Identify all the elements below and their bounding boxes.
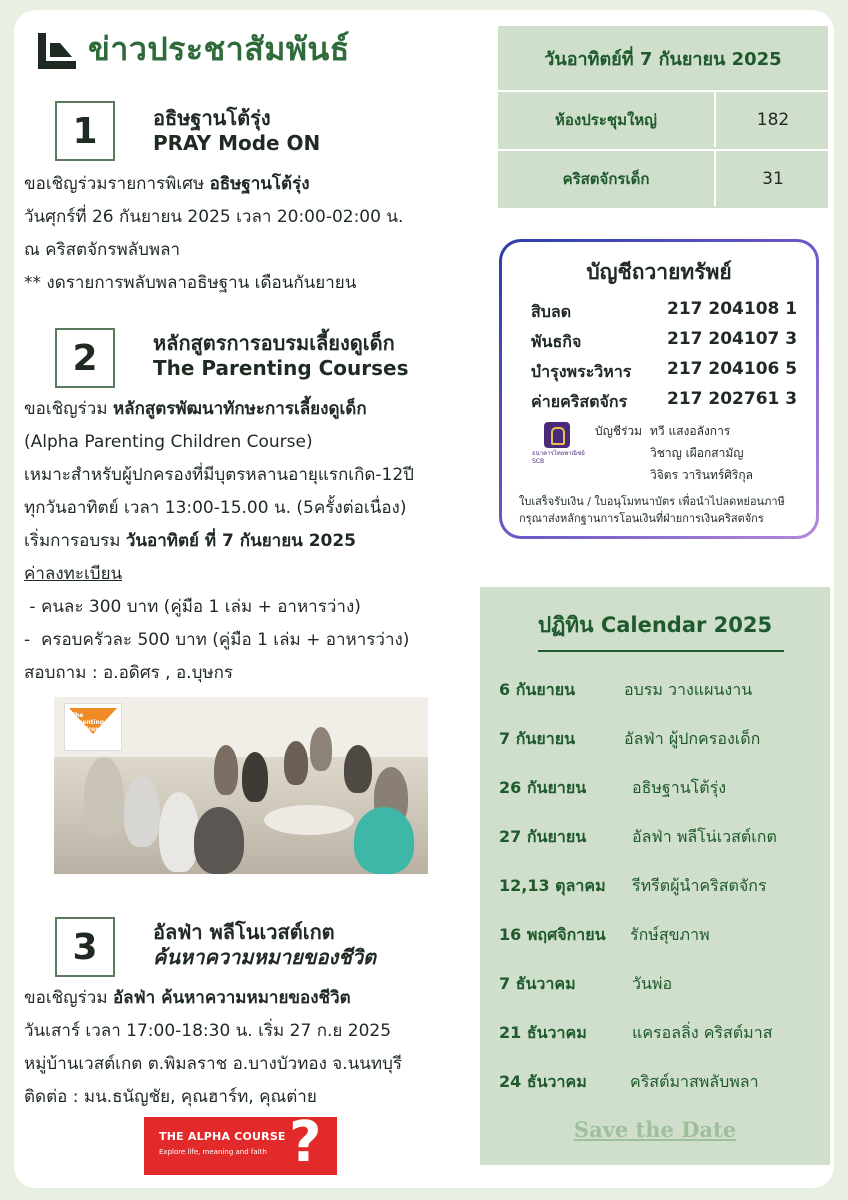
- event-title: รีทรีตผู้นำคริสตจักร: [632, 876, 767, 895]
- section-2-line: - คนละ 300 บาท (คู่มือ 1 เล่ม + อาหารว่าง): [24, 597, 361, 617]
- calendar-event: [480, 1021, 830, 1051]
- event-title: รักษ์สุขภาพ: [630, 925, 710, 944]
- account-number: 217 204108 1: [667, 299, 798, 319]
- event-date: 21 ธันวาคม: [499, 1023, 587, 1042]
- offering-card: [499, 239, 819, 539]
- attendance-value: 31: [762, 168, 784, 189]
- account-name: พันธกิจ: [531, 332, 582, 351]
- event-title: วันพ่อ: [632, 974, 673, 993]
- registration-fee-heading: ค่าลงทะเบียน: [24, 564, 123, 584]
- event-date: 12,13 ตุลาคม: [499, 876, 606, 895]
- offering-title: บัญชีถวายทรัพย์: [586, 260, 732, 284]
- section-2-body: [24, 393, 414, 690]
- event-title: แครอลลิ่ง คริสต์มาส: [632, 1023, 773, 1042]
- parenting-course-photo: [54, 697, 428, 874]
- account-signer: ทวี แสงอลังการ: [650, 424, 731, 438]
- section-1-line: ** งดรายการพลับพลาอธิษฐาน เดือนกันยายน: [24, 273, 357, 293]
- section-3-line: ติดต่อ : มน.ธนัญชัย, คุณฮาร์ท, คุณต่าย: [24, 1087, 317, 1107]
- section-3-line: วันเสาร์ เวลา 17:00-18:30 น. เริ่ม 27 ก.ย 2025: [24, 1021, 392, 1041]
- attendance-label: คริสตจักรเด็ก: [498, 151, 716, 206]
- section-2-line: ทุกวันอาทิตย์ เวลา 13:00-15.00 น. (5ครั้งต่อเนื่อง): [24, 498, 407, 518]
- section-number-3: 3: [55, 917, 115, 977]
- bank-logo-icon: [544, 422, 570, 448]
- section-2-line: - ครอบครัวละ 500 บาท (คู่มือ 1 เล่ม + อาหารว่าง): [24, 630, 410, 650]
- event-date: 6 กันยายน: [499, 680, 575, 699]
- account-signer: วิชาญ เผือกสามัญ: [650, 446, 744, 460]
- question-mark-icon: ?: [289, 1117, 322, 1175]
- calendar-event: [480, 972, 830, 1002]
- account-number: 217 204106 5: [667, 359, 798, 379]
- account-signer: วิจิตร วารินทร์ศิริกุล: [650, 468, 753, 482]
- section-2-line: เริ่มการอบรม วันอาทิตย์ ที่ 7 กันยายน 2025: [24, 531, 357, 551]
- alpha-logo-title: THE ALPHA COURSE: [159, 1130, 286, 1143]
- section-2-line: เหมาะสำหรับผู้ปกครองที่มีบุตรหลานอายุแรกเกิด-12ปี: [24, 465, 414, 485]
- event-date: 26 กันยายน: [499, 778, 587, 797]
- section-2-title-line1: หลักสูตรการอบรมเลี้ยงดูเด็ก: [153, 331, 395, 355]
- section-2-line: สอบถาม : อ.อดิศร , อ.บุษกร: [24, 663, 233, 683]
- section-1-line: วันศุกร์ที่ 26 กันยายน 2025 เวลา 20:00-02:00 น.: [24, 207, 404, 227]
- section-2-title-line2: The Parenting Courses: [153, 356, 409, 380]
- section-1-line: ขอเชิญร่วมรายการพิเศษ อธิษฐานโต้รุ่ง: [24, 174, 310, 194]
- section-1-title: [153, 106, 320, 156]
- save-the-date: Save the Date: [573, 1117, 737, 1142]
- account-name: สิบลด: [531, 302, 572, 321]
- section-3-title-line1: อัลฟ่า พลีโนเวสต์เกต: [153, 920, 335, 944]
- section-1-line: ณ คริสตจักรพลับพลา: [24, 240, 181, 260]
- receipt-note: ใบเสร็จรับเงิน / ใบอนุโมทนาบัตร เพื่อนำไปลดหย่อนภาษี: [519, 495, 785, 508]
- attendance-row: [498, 149, 828, 206]
- section-3-title: [153, 920, 376, 970]
- calendar-divider: [538, 650, 784, 652]
- event-date: 7 ธันวาคม: [499, 974, 576, 993]
- joint-account-label: บัญชีร่วม: [595, 424, 643, 438]
- alpha-course-logo: [144, 1117, 337, 1175]
- section-1-body: [24, 168, 403, 300]
- section-2-line: (Alpha Parenting Children Course): [24, 432, 313, 452]
- event-date: 7 กันยายน: [499, 729, 575, 748]
- account-name: ค่ายคริสตจักร: [531, 392, 628, 411]
- account-number: 217 202761 3: [667, 389, 798, 409]
- section-3-title-line2: ค้นหาความหมายของชีวิต: [153, 945, 377, 969]
- event-title: อัลฟ่า พลีโน่เวสต์เกต: [632, 827, 777, 846]
- section-1-title-line2: PRAY Mode ON: [153, 131, 321, 155]
- calendar-event: [480, 1070, 830, 1100]
- calendar-title: ปฏิทิน Calendar 2025: [537, 613, 773, 637]
- section-1-title-line1: อธิษฐานโต้รุ่ง: [153, 106, 271, 130]
- calendar-event: [480, 825, 830, 855]
- course-banner: [64, 703, 122, 751]
- bank-name: ธนาคารไทยพาณิชย์ SCB: [532, 450, 585, 465]
- alpha-logo-tagline: Explore life, meaning and faith: [159, 1148, 267, 1156]
- calendar-event: [480, 776, 830, 806]
- account-name: บำรุงพระวิหาร: [531, 362, 632, 381]
- calendar-event: [480, 727, 830, 757]
- church-logo-icon: [38, 33, 76, 69]
- section-2-title: [153, 331, 409, 381]
- attendance-row: [498, 90, 828, 147]
- section-3-body: [24, 982, 402, 1114]
- course-banner-text: The Parenting Children Course: [71, 712, 105, 740]
- event-title: อัลฟ่า ผู้ปกครองเด็ก: [624, 729, 761, 748]
- attendance-date: วันอาทิตย์ที่ 7 กันยายน 2025: [544, 48, 782, 70]
- event-title: อบรม วางแผนงาน: [624, 680, 753, 699]
- attendance-table: [498, 26, 828, 208]
- event-title: คริสต์มาสพลับพลา: [630, 1072, 759, 1091]
- section-number-2: 2: [55, 328, 115, 388]
- calendar-event: [480, 923, 830, 953]
- receipt-note: กรุณาส่งหลักฐานการโอนเงินที่ฝ่ายการเงินคริสตจักร: [519, 512, 764, 525]
- section-3-line: หมู่บ้านเวสต์เกต ต.พิมลราช อ.บางบัวทอง จ.นนทบุรี: [24, 1054, 403, 1074]
- section-2-line: ขอเชิญร่วม หลักสูตรพัฒนาทักษะการเลี้ยงดูเด็ก: [24, 399, 367, 419]
- page-title: ข่าวประชาสัมพันธ์: [88, 30, 350, 68]
- section-number-1: 1: [55, 101, 115, 161]
- calendar-event: [480, 874, 830, 904]
- attendance-value: 182: [756, 109, 790, 130]
- event-date: 27 กันยายน: [499, 827, 587, 846]
- calendar-panel: [480, 587, 830, 1165]
- event-title: อธิษฐานโต้รุ่ง: [632, 778, 727, 797]
- event-date: 24 ธันวาคม: [499, 1072, 587, 1091]
- attendance-label: ห้องประชุมใหญ่: [498, 92, 716, 147]
- event-date: 16 พฤศจิกายน: [499, 925, 606, 944]
- calendar-event: [480, 678, 830, 708]
- section-3-line: ขอเชิญร่วม อัลฟ่า ค้นหาความหมายของชีวิต: [24, 988, 351, 1008]
- account-number: 217 204107 3: [667, 329, 798, 349]
